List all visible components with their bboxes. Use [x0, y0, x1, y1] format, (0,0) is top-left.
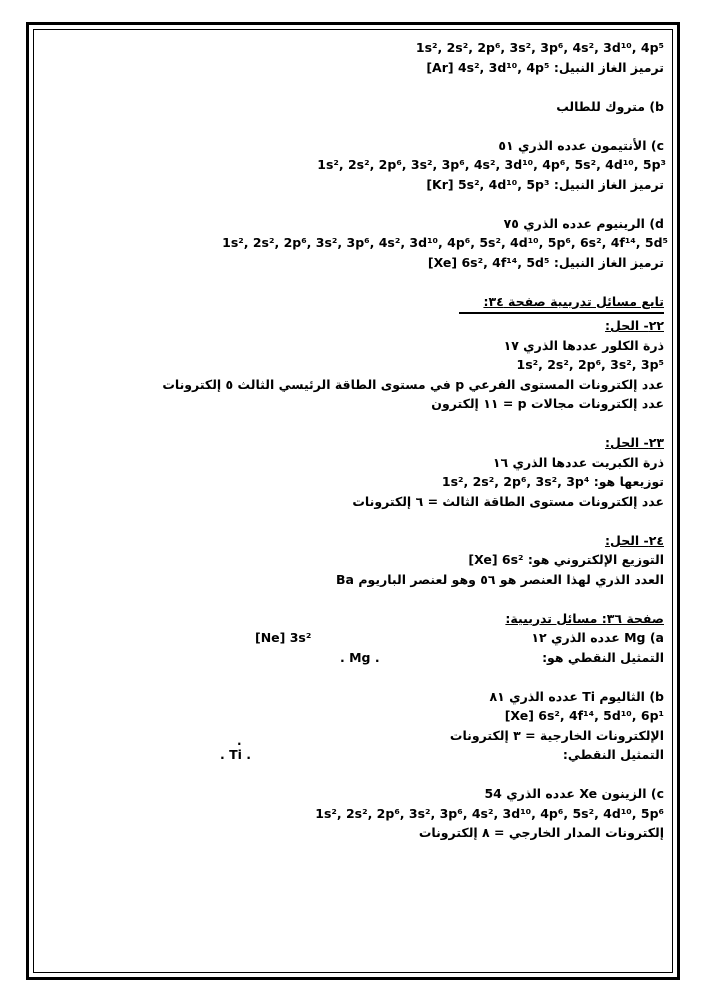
q24-line2: العدد الذري لهذا العنصر هو ٥٦ وهو لعنصر الباريوم Ba	[336, 571, 664, 587]
mg-dot-structure: . Mg .	[340, 649, 380, 665]
heading-rule	[459, 312, 664, 314]
rhenium-config: 1s², 2s², 2p⁶, 3s², 3p⁶, 4s², 3d¹⁰, 4p⁶, 5s², 4d¹⁰, 5p⁶, 6s², 4f¹⁴, 5d⁵	[222, 235, 668, 250]
q22-config: 1s², 2s², 2p⁶, 3s², 3p⁵	[516, 357, 664, 372]
q23-line1: ذرة الكبريت عددها الذري ١٦	[492, 454, 664, 470]
section-heading-p34: تابع مسائل تدريبية صفحة ٣٤:	[483, 293, 664, 309]
mg-title: Mg (a عدده الذري ١٢	[531, 630, 664, 645]
ti-upper-dot: .	[237, 734, 242, 748]
xe-config: 1s², 2s², 2p⁶, 3s², 3p⁶, 4s², 3d¹⁰, 4p⁶, 5s², 4d¹⁰, 5p⁶	[315, 805, 664, 821]
xe-title: c) الزينون Xe عدده الذري 54	[484, 786, 664, 801]
q24-config: التوزيع الإلكتروني هو: [Xe] 6s²	[468, 552, 664, 567]
section-heading-p36: صفحة ٣٦: مسائل تدريبية:	[505, 610, 664, 626]
q22-line3: عدد إلكترونات المستوى الفرعي p في مستوى الطاقة الرئيسي الثالث ٥ إلكترونات	[162, 376, 664, 392]
ti-config: [Xe] 6s², 4f¹⁴, 5d¹⁰, 6p¹	[504, 708, 664, 723]
bromine-config: 1s², 2s², 2p⁶, 3s², 3p⁶, 4s², 3d¹⁰, 4p⁵	[415, 40, 664, 55]
bromine-noble: ترميز الغاز النبيل: [Ar] 4s², 3d¹⁰, 4p⁵	[426, 59, 664, 75]
antimony-title: c) الأنتيمون عدده الذري ٥١	[498, 137, 664, 153]
rhenium-noble: ترميز الغاز النبيل: [Xe] 6s², 4f¹⁴, 5d⁵	[427, 254, 664, 270]
rhenium-title: d) الرينيوم عدده الذري ٧٥	[503, 215, 664, 231]
document-page	[40, 38, 668, 968]
mg-title-row	[40, 628, 664, 648]
part-b-left-to-student: b) متروك للطالب	[556, 98, 664, 114]
mg-config: [Ne] 3s²	[255, 630, 312, 645]
xe-line3: إلكترونات المدار الخارجي = ٨ إلكترونات	[418, 825, 664, 840]
ti-line3: الإلكترونات الخارجية = ٣ إلكترونات	[449, 727, 664, 743]
antimony-noble: ترميز الغاز النبيل: [Kr] 5s², 4d¹⁰, 5p³	[426, 176, 664, 192]
q23-heading: ٢٣- الحل:	[605, 435, 664, 450]
q23-config: توزيعها هو: 1s², 2s², 2p⁶, 3s², 3p⁴	[441, 474, 664, 489]
ti-dot-label: التمثيل النقطي:	[562, 747, 664, 762]
ti-dot-structure: . Ti .	[220, 747, 252, 762]
ti-title: b) الثاليوم Ti عدده الذري ٨١	[489, 688, 664, 704]
mg-dot-row	[40, 648, 664, 668]
mg-dot-label: التمثيل النقطي هو:	[542, 649, 664, 665]
q23-line3: عدد إلكترونات مستوى الطاقة الثالث = ٦ إلكترونات	[352, 493, 664, 509]
q22-heading: ٢٢- الحل:	[605, 318, 664, 333]
antimony-config: 1s², 2s², 2p⁶, 3s², 3p⁶, 4s², 3d¹⁰, 4p⁶, 5s², 4d¹⁰, 5p³	[317, 157, 666, 172]
q22-line4: عدد إلكترونات مجالات p = ١١ إلكترون	[431, 396, 664, 411]
q22-line1: ذرة الكلور عددها الذري ١٧	[503, 337, 664, 353]
q24-heading: ٢٤- الحل:	[605, 532, 664, 548]
